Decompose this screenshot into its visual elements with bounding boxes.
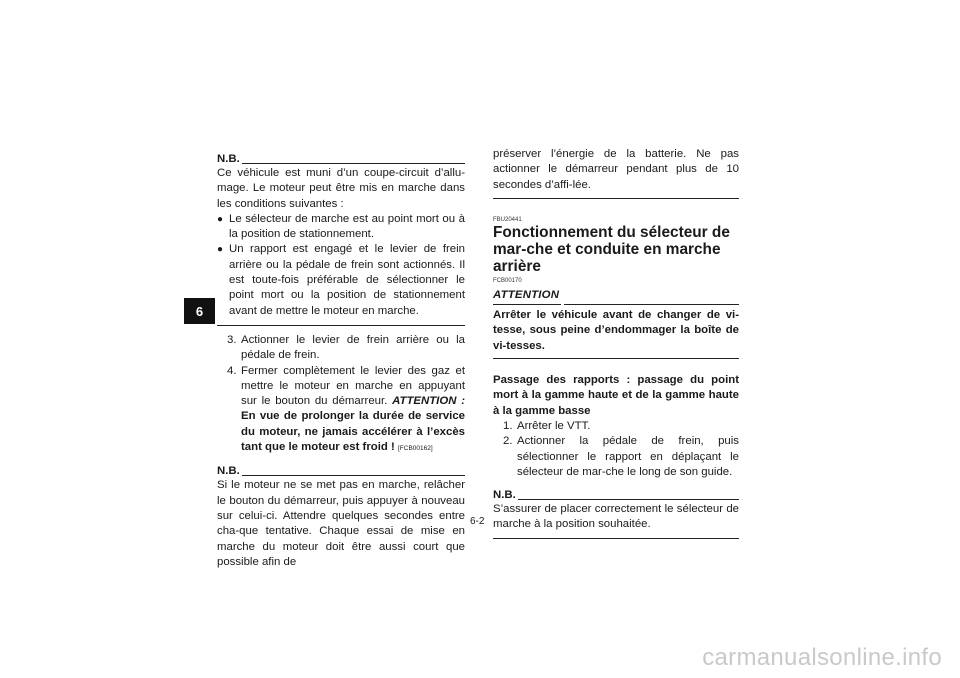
step-item — [217, 333, 465, 364]
attention-label: ATTENTION — [493, 287, 561, 305]
note-end-rule — [493, 198, 739, 199]
section-code: FBU20441 — [493, 216, 522, 223]
note-bullet-list — [217, 212, 465, 319]
reference-code: [FCB00162] — [397, 445, 433, 453]
step-number: 2. — [503, 435, 513, 448]
step-number: 4. — [227, 364, 237, 377]
attention-code: FCB00170 — [493, 277, 522, 284]
note-label: N.B. — [493, 489, 516, 502]
note-text: Si le moteur ne se met pas en marche, relâcher le bouton du démarreur, puis appuyer à nouveau sur celui-ci. Attendre quelques secondes entre cha-que tentative. Chaque essai de mise en marche du moteur doit être aussi court que possible afin de — [217, 479, 465, 568]
step-item — [493, 419, 739, 434]
step-list — [217, 333, 465, 456]
step-text: Arrêter le VTT. — [517, 419, 591, 432]
bullet-icon: ● — [217, 244, 224, 256]
attention-inline-label: ATTENTION : — [392, 395, 465, 408]
attention-header — [493, 287, 739, 305]
note-end-rule — [493, 538, 739, 539]
note-rule — [242, 475, 465, 476]
sub-heading: Passage des rapports : passage du point mort à la gamme haute et de la gamme haute à la gamme basse — [493, 374, 739, 417]
step-number: 3. — [227, 333, 237, 346]
attention-end-rule — [493, 358, 739, 359]
note-end-rule — [217, 325, 465, 326]
list-item — [217, 242, 465, 318]
chapter-tab: 6 — [184, 298, 215, 324]
note-label: N.B. — [217, 465, 240, 478]
step-text: Actionner le levier de frein arrière ou la pédale de frein. — [241, 333, 465, 362]
page-number: 6-2 — [470, 516, 485, 527]
step-number: 1. — [503, 419, 513, 432]
step-text: Actionner la pédale de frein, puis sélectionner le rapport en déplaçant le sélecteur de mar-che le long de son guide. — [517, 435, 739, 478]
attention-text: Arrêter le véhicule avant de changer de vi-tesse, sous peine d’endommager la boîte de vi-tesses. — [493, 309, 739, 352]
step-list — [493, 419, 739, 480]
right-column — [493, 147, 739, 539]
section-title: Fonctionnement du sélecteur de mar-che et conduite en marche arrière — [493, 223, 730, 275]
note-header — [217, 465, 465, 478]
note-header — [217, 153, 465, 166]
list-item — [217, 212, 465, 243]
note-label: N.B. — [217, 153, 240, 165]
attention-rule — [564, 304, 739, 305]
note-rule — [518, 499, 739, 500]
watermark: carmanualsonline.info — [702, 644, 942, 671]
step-item — [217, 364, 465, 457]
note-rule — [242, 163, 465, 164]
note-intro: Ce véhicule est muni d’un coupe-circuit d’allu-mage. Le moteur peut être mis en marche dans les conditions suivantes : — [217, 167, 465, 210]
step-item — [493, 434, 739, 480]
note-header — [493, 489, 739, 502]
bullet-text: Le sélecteur de marche est au point mort ou à la position de stationnement. — [229, 212, 465, 241]
note-text: S’assurer de placer correctement le sélecteur de marche à la position souhaitée. — [493, 503, 739, 531]
step-text: Fermer complètement le levier des gaz et mettre le moteur en marche en appuyant sur le bouton du démarreur. — [241, 364, 465, 408]
bullet-icon: ● — [217, 213, 224, 225]
attention-inline-text: En vue de prolonger la durée de service du moteur, ne jamais accélérer à l’excès tant que le moteur est froid ! — [241, 410, 465, 454]
left-column — [217, 153, 465, 570]
bullet-text: Un rapport est engagé et le levier de frein arrière ou la pédale de frein sont actionnés. Il est toute-fois préférable de sélectionner le point mort ou la position de stationnement avant de mettre le moteur en marche. — [229, 243, 465, 317]
continued-text: préserver l’énergie de la batterie. Ne pas actionner le démarreur pendant plus de 10 secondes d’affi-lée. — [493, 148, 739, 191]
